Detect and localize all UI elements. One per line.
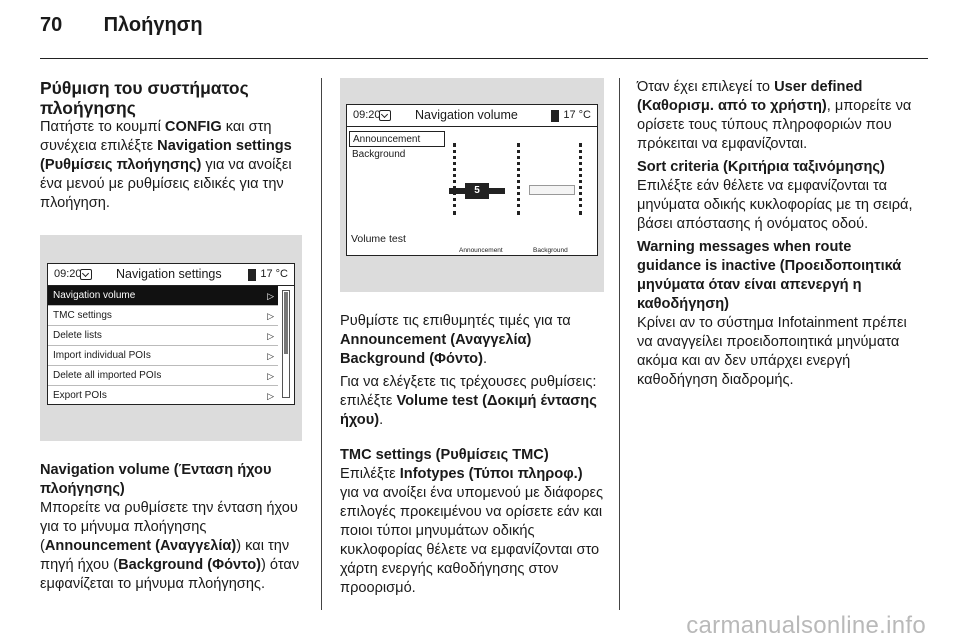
sort-criteria-paragraph: Επιλέξτε εάν θέλετε να εμφανίζονται τα μηνύματα οδικής κυκλοφορίας με τη σειρά, βάσει απόστασης ή ονόματος οδού.: [637, 178, 913, 232]
column-3: [637, 78, 919, 394]
volume-test-paragraph: [340, 373, 604, 430]
menu-item-export-pois[interactable]: [48, 386, 278, 406]
subheading-navigation-volume: Navigation volume (Ένταση ήχου πλοήγησης): [40, 462, 272, 497]
text-run: Επιλέξτε: [340, 466, 400, 482]
chevron-right-icon: ▷: [267, 371, 274, 381]
caption-background: Background: [533, 247, 568, 254]
text-run: για να ανοίξει ένα υπομενού με διάφορες επιλογές προκειμένου να ορίσετε εάν και ποιοι τύποι μηνυμάτων οδικής κυκλοφορίας θέλετε να εμφανίζονται στο χάρτη ενεργής καθοδήγησης στον προορισμό.: [340, 485, 604, 596]
phone-icon: [551, 110, 559, 122]
clock: 09:20: [353, 109, 381, 121]
option-announcement[interactable]: Announcement: [349, 131, 445, 147]
status-bar: [347, 105, 597, 127]
set-values-paragraph: [340, 312, 604, 369]
menu-scrollbar[interactable]: [282, 290, 290, 398]
watermark: carmanualsonline.info: [686, 612, 926, 639]
background-ref: Background (Φόντο): [340, 351, 483, 367]
user-defined-paragraph: [637, 78, 919, 154]
clock: 09:20: [54, 268, 82, 280]
volume-options-list: [349, 131, 445, 163]
menu-item-label: Navigation volume: [53, 290, 136, 301]
dotted-scale-middle: [517, 143, 520, 215]
chevron-right-icon: ▷: [267, 331, 274, 341]
chapter-title: Πλοήγηση: [103, 14, 203, 36]
text-run: και στη συνέχεια επιλέξτε: [40, 119, 272, 154]
text-run: , μπορείτε να ορίσετε τους τύπους πληροφοριών που πρόκειται να εμφανίζονται.: [637, 98, 912, 152]
volume-test-button[interactable]: Volume test: [351, 233, 406, 245]
text-run: ) όταν εμφανίζεται το μήνυμα πλοήγησης.: [40, 557, 300, 592]
dotted-scale-right: [579, 143, 582, 215]
menu-item-label: Delete all imported POIs: [53, 370, 162, 381]
navigation-icon: [379, 110, 391, 121]
announcement-slider-knob[interactable]: 5: [465, 183, 489, 199]
temperature: 17 °C: [563, 109, 591, 121]
background-slider[interactable]: [529, 185, 575, 195]
warning-messages-paragraph: Κρίνει αν το σύστημα Infotainment πρέπει να αναγγείλει προειδοποιητικά μηνύματα ακόμα και αν δεν υπάρχει ενεργή καθοδήγηση διαδρομής.: [637, 315, 907, 388]
subheading-tmc-settings: TMC settings (Ρυθμίσεις TMC): [340, 447, 549, 463]
menu-item-import-pois[interactable]: [48, 346, 278, 366]
menu-item-label: Import individual POIs: [53, 350, 151, 361]
nav-settings-ref: Navigation settings (Ρυθμίσεις πλοήγησης): [40, 138, 292, 173]
menu-item-label: Export POIs: [53, 390, 107, 401]
text-run: Όταν έχει επιλεγεί το: [637, 79, 775, 95]
chevron-right-icon: ▷: [267, 391, 274, 401]
header-rule: [40, 58, 928, 59]
header-title-row: [40, 14, 203, 37]
chevron-right-icon: ▷: [267, 311, 274, 321]
text-run: Μπορείτε να ρυθμίσετε την ένταση ήχου για το μήνυμα πλοήγησης (: [40, 500, 298, 554]
background-ref: Background (Φόντο): [118, 557, 262, 573]
scrollbar-thumb[interactable]: [284, 292, 288, 354]
nav-settings-screenshot: [40, 235, 302, 441]
column-1: [40, 78, 302, 598]
column-2: [340, 78, 604, 602]
tmc-paragraph: [340, 465, 604, 598]
config-button-ref: CONFIG: [164, 119, 222, 135]
menu-item-label: Delete lists: [53, 330, 102, 341]
screen-title: Navigation settings: [116, 267, 222, 281]
text-run: Πατήστε το κουμπί: [40, 119, 165, 135]
subheading-warning-messages: Warning messages when route guidance is inactive (Προειδοποιητικά μηνύματα όταν είναι απενεργή η καθοδήγηση): [637, 239, 902, 312]
text-run: .: [482, 351, 488, 367]
column-divider-1: [321, 78, 322, 610]
menu-item-delete-imported-pois[interactable]: [48, 366, 278, 386]
temperature: 17 °C: [260, 268, 288, 280]
menu-item-label: TMC settings: [53, 310, 112, 321]
intro-paragraph: [40, 118, 302, 213]
chevron-right-icon: ▷: [267, 351, 274, 361]
nav-volume-screenshot: [340, 78, 604, 292]
text-run: Για να ελέγξετε τις τρέχουσες ρυθμίσεις: επιλέξτε: [340, 374, 597, 409]
column-divider-2: [619, 78, 620, 610]
section-heading: Ρύθμιση του συστήματος πλοήγησης: [40, 78, 249, 118]
announcement-ref: Announcement (Αναγγελία): [340, 332, 532, 348]
settings-menu: [48, 286, 294, 406]
menu-item-tmc-settings[interactable]: [48, 306, 278, 326]
announcement-ref: Announcement (Αναγγελία): [44, 538, 237, 554]
text-run: .: [379, 412, 384, 428]
dotted-scale-left: [453, 143, 456, 215]
page-number: 70: [40, 14, 63, 36]
phone-icon: [248, 269, 256, 281]
infotypes-ref: Infotypes (Τύποι πληροφ.): [399, 466, 583, 482]
text-run: για να ανοίξει ένα μενού με ρυθμίσεις ειδικές για την πλοήγηση.: [40, 157, 292, 211]
subheading-sort-criteria: Sort criteria (Κριτήρια ταξινόμησης): [637, 159, 885, 175]
display-panel: [47, 263, 295, 405]
menu-item-delete-lists[interactable]: [48, 326, 278, 346]
user-defined-ref: User defined (Καθορισμ. από το χρήστη): [637, 79, 863, 114]
screen-title: Navigation volume: [415, 108, 518, 122]
caption-announcement: Announcement: [459, 247, 503, 254]
text-run: Ρυθμίστε τις επιθυμητές τιμές για τα: [340, 313, 571, 329]
navigation-icon: [80, 269, 92, 280]
display-panel: [346, 104, 598, 256]
option-background[interactable]: Background: [352, 149, 406, 160]
menu-item-navigation-volume[interactable]: [48, 286, 278, 306]
chevron-right-icon: ▷: [267, 291, 274, 301]
text-run: ) και την πηγή ήχου (: [40, 538, 290, 573]
status-bar: [48, 264, 294, 286]
volume-test-ref: Volume test (Δοκιμή έντασης ήχου): [340, 393, 597, 428]
navigation-volume-paragraph: [40, 499, 302, 594]
